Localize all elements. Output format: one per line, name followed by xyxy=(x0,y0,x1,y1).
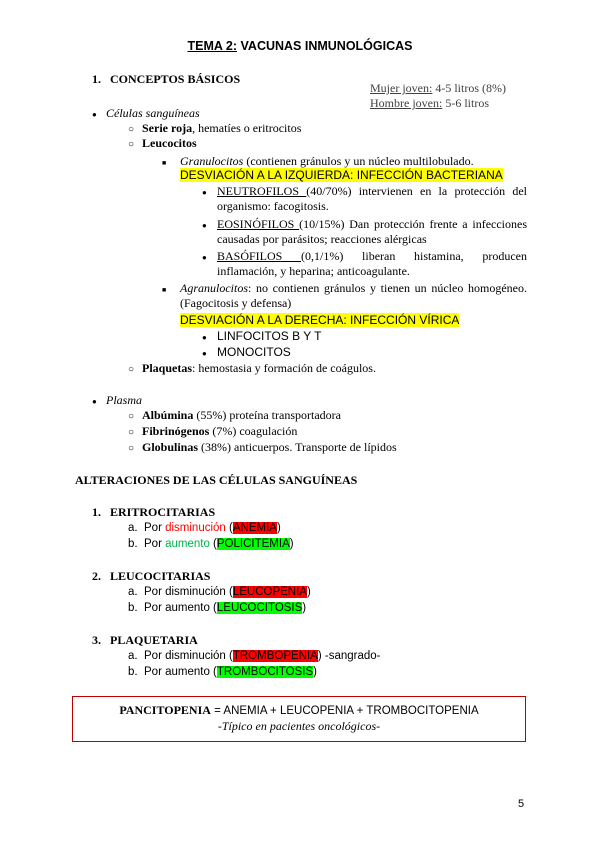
group-number: 1. xyxy=(92,505,101,519)
fibrinogen-text: coagulación xyxy=(236,424,298,438)
leukocytosis-item xyxy=(128,601,306,616)
square-bullet-icon: ■ xyxy=(162,286,167,294)
group-label: ERITROCITARIAS xyxy=(110,505,216,519)
albumin-bold: Albúmina xyxy=(142,408,194,422)
albumin-pct: (55%) xyxy=(193,408,227,422)
leukocytes-item xyxy=(128,136,197,152)
item-letter: a. xyxy=(128,650,138,662)
fibrinogen-item xyxy=(128,424,297,440)
disc-bullet-icon: ● xyxy=(202,349,207,358)
man-label: Hombre joven: xyxy=(370,96,443,110)
right-deviation xyxy=(180,313,459,328)
volume-note-woman xyxy=(370,81,506,96)
item-letter: a. xyxy=(128,522,138,534)
pancytopenia-line xyxy=(72,703,526,719)
basophils-item xyxy=(217,249,527,279)
pancytopenia-formula: = ANEMIA + LEUCOPENIA + TROMBOCITOPENIA xyxy=(210,705,479,717)
eosinophils-desc: Dan protección frente a infecciones causadas por parásitos; reacciones alérgicas xyxy=(217,217,528,246)
decrease-cause: disminución xyxy=(165,522,226,534)
agranulocytes-item xyxy=(180,281,527,311)
close-paren: ) xyxy=(276,522,281,534)
man-value: 5-6 litros xyxy=(442,96,489,110)
section-1-heading xyxy=(92,72,240,87)
section-number: 1. xyxy=(92,72,101,86)
neutrophils-item xyxy=(217,184,527,214)
item-letter: b. xyxy=(128,602,138,614)
globulins-text: anticuerpos. Transporte de lípidos xyxy=(231,440,397,454)
thrombocytosis-item xyxy=(128,665,317,680)
eosinophils-bullet xyxy=(202,217,207,233)
neutrophils-desc: intervienen en la protección del organismo: facogitosis. xyxy=(217,184,527,213)
item-letter: b. xyxy=(128,666,138,678)
agranulocytes-label: Agranulocitos xyxy=(180,281,248,295)
circle-bullet-icon: ○ xyxy=(128,443,135,454)
group-label: LEUCOCITARIAS xyxy=(110,569,211,583)
section-label: CONCEPTOS BÁSICOS xyxy=(110,72,241,86)
bleeding-note: -sangrado- xyxy=(321,650,381,662)
disc-bullet-icon: ● xyxy=(202,333,207,342)
polycythemia-term: POLICITEMIA xyxy=(216,538,290,550)
circle-bullet-icon: ○ xyxy=(128,411,135,422)
circle-bullet-icon: ○ xyxy=(128,364,135,375)
item-prefix: Por aumento ( xyxy=(144,666,217,678)
close-paren: ) xyxy=(317,650,322,662)
platelets-bold: Plaquetas xyxy=(142,361,193,375)
eosinophils-item xyxy=(217,217,527,247)
volume-note-man xyxy=(370,96,489,111)
cells-item xyxy=(92,106,200,122)
neutrophils-pct: (40/70%) xyxy=(306,184,352,198)
monocytes-label: MONOCITOS xyxy=(217,345,291,359)
basophils-desc: liberan histamina, producen inflamación, y heparina; anticoagulante. xyxy=(217,249,527,278)
neutrophils-bullet xyxy=(202,184,207,200)
close-paren: ) xyxy=(306,586,311,598)
left-deviation-text: DESVIACIÓN A LA IZQUIERDA: INFECCIÓN BACTERIANA xyxy=(180,168,503,182)
granulocytes-label: Granulocitos xyxy=(180,154,244,168)
platelets-text: : hemostasia y formación de coágulos. xyxy=(192,361,376,375)
open-paren: ( xyxy=(209,538,217,550)
title-text: VACUNAS INMUNOLÓGICAS xyxy=(237,39,413,53)
woman-value: 4-5 litros (8%) xyxy=(432,81,506,95)
lymphocytes-label: LINFOCITOS B Y T xyxy=(217,329,322,343)
leukocyte-heading xyxy=(92,569,210,584)
polycythemia-item xyxy=(128,537,294,552)
item-prefix: Por xyxy=(144,538,166,550)
circle-bullet-icon: ○ xyxy=(128,124,135,135)
basophils-name: BASÓFILOS xyxy=(217,249,302,263)
alterations-heading: ALTERACIONES DE LAS CÉLULAS SANGUÍNEAS xyxy=(75,473,358,487)
cells-label: Células sanguíneas xyxy=(106,106,200,120)
close-paren: ) xyxy=(302,602,307,614)
disc-bullet-icon: ● xyxy=(202,188,207,197)
eosinophils-pct: (10/15%) xyxy=(299,217,345,231)
platelets-item xyxy=(128,361,376,377)
thrombopenia-item xyxy=(128,649,380,664)
increase-cause: aumento xyxy=(165,538,210,550)
albumin-item xyxy=(128,408,341,424)
plasma-label: Plasma xyxy=(106,393,142,407)
red-series-text: , hematíes o eritrocitos xyxy=(192,121,302,135)
leukopenia-item xyxy=(128,585,311,600)
group-number: 2. xyxy=(92,569,101,583)
item-prefix: Por disminución ( xyxy=(144,650,233,662)
leukocytes-label: Leucocitos xyxy=(142,136,197,150)
disc-bullet-icon: ● xyxy=(92,397,97,406)
granulocytes-desc: (contienen gránulos y un núcleo multilobulado. xyxy=(243,154,474,168)
anemia-item xyxy=(128,521,281,536)
globulins-pct: (38%) xyxy=(198,440,232,454)
group-label: PLAQUETARIA xyxy=(110,633,198,647)
monocytes-item xyxy=(202,345,291,361)
fibrinogen-bold: Fibrinógenos xyxy=(142,424,210,438)
woman-label: Mujer joven: xyxy=(370,81,433,95)
circle-bullet-icon: ○ xyxy=(128,139,135,150)
close-paren: ) xyxy=(313,666,317,678)
item-letter: a. xyxy=(128,586,138,598)
pancytopenia-note: -Típico en pacientes oncológicos- xyxy=(217,719,381,733)
basophils-pct: (0,1/1%) xyxy=(301,249,344,263)
albumin-text: proteína transportadora xyxy=(226,408,341,422)
item-letter: b. xyxy=(128,538,138,550)
disc-bullet-icon: ● xyxy=(202,253,207,262)
right-deviation-text: DESVIACIÓN A LA DERECHA: INFECCIÓN VÍRICA xyxy=(180,313,460,327)
thrombocytosis-term: TROMBOCITOSIS xyxy=(216,666,314,678)
red-series-bold: Serie roja xyxy=(142,121,193,135)
disc-bullet-icon: ● xyxy=(92,110,97,119)
thrombopenia-term: TROMBOPENIA xyxy=(232,650,318,662)
fibrinogen-pct: (7%) xyxy=(209,424,237,438)
circle-bullet-icon: ○ xyxy=(128,427,135,438)
agranulocytes-bullet xyxy=(162,281,166,298)
globulins-item xyxy=(128,440,397,456)
open-paren: ( xyxy=(225,522,233,534)
close-paren: ) xyxy=(289,538,294,550)
title-prefix: TEMA 2: xyxy=(187,39,238,53)
platelet-heading xyxy=(92,633,198,648)
group-number: 3. xyxy=(92,633,101,647)
square-bullet-icon: ■ xyxy=(162,159,167,167)
eosinophils-name: EOSINÓFILOS xyxy=(217,217,300,231)
item-prefix: Por disminución ( xyxy=(144,586,233,598)
red-series-item xyxy=(128,121,301,137)
leukopenia-term: LEUCOPENIA xyxy=(232,586,307,598)
anemia-term: ANEMIA xyxy=(232,522,277,534)
left-deviation xyxy=(180,168,503,183)
erythrocyte-heading xyxy=(92,505,215,520)
disc-bullet-icon: ● xyxy=(202,221,207,230)
plasma-item xyxy=(92,393,142,409)
lymphocytes-item xyxy=(202,329,321,345)
leukocytosis-term: LEUCOCITOSIS xyxy=(216,602,303,614)
basophils-bullet xyxy=(202,249,207,265)
pancytopenia-term: PANCITOPENIA xyxy=(119,703,211,717)
page-title xyxy=(0,39,600,54)
item-prefix: Por xyxy=(144,522,166,534)
neutrophils-name: NEUTROFILOS xyxy=(217,184,307,198)
globulins-bold: Globulinas xyxy=(142,440,199,454)
agranulocytes-desc: : no contienen gránulos y tienen un núcleo homogéneo. (Fagocitosis y defensa) xyxy=(180,281,527,310)
item-prefix: Por aumento ( xyxy=(144,602,217,614)
page-number: 5 xyxy=(518,798,525,810)
